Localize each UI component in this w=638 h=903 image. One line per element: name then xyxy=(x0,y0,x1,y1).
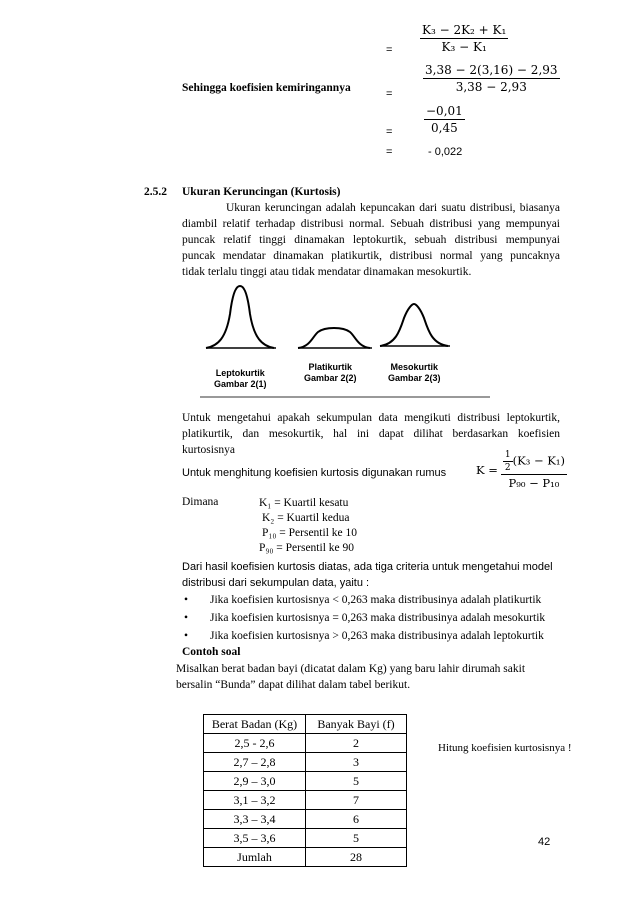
leptokurtic-curve xyxy=(206,286,274,348)
definition-p90: P₉₀ = Persentil ke 90 xyxy=(259,542,354,554)
weight-cell: 2,5 - 2,6 xyxy=(204,734,306,753)
count-cell: 3 xyxy=(306,753,407,772)
para-line: puncak relatif tinggi dinamakan leptokurtik, sebuah distribusi mempunyai xyxy=(182,234,560,246)
example-heading: Contoh soal xyxy=(182,646,241,658)
bullet-icon: • xyxy=(184,630,189,642)
para-line: puncak mendatar dinamakan platikurtik, distribusi normal yang puncaknya xyxy=(182,250,560,262)
formula-denominator: P₉₀ − P₁₀ xyxy=(501,474,567,490)
count-cell: 2 xyxy=(306,734,407,753)
platykurtic-label xyxy=(304,362,357,384)
leptokurtic-name: Leptokurtik xyxy=(215,368,265,378)
figure-scan-line xyxy=(200,396,490,398)
step2-denominator: 3,38 − 2,93 xyxy=(423,78,560,94)
header-count: Banyak Bayi (f) xyxy=(306,715,407,734)
example-line: bersalin “Bunda” dapat dilihat dalam tabel berikut. xyxy=(176,679,411,691)
skewness-result: - 0,022 xyxy=(428,146,463,158)
criteria-intro xyxy=(182,559,553,591)
page-number: 42 xyxy=(538,836,551,848)
mesokurtic-label xyxy=(388,362,441,384)
formula-numerator: (K₃ − K₁) xyxy=(512,453,565,468)
platykurtic-caption: Gambar 2(2) xyxy=(304,373,357,383)
skewness-label: Sehingga koefisien kemiringannya xyxy=(182,82,351,94)
para-line: diambil relatif terhadap distribusi normal. Sebuah distribusi yang mempunyai xyxy=(182,218,560,230)
skewness-step3 xyxy=(424,104,465,135)
step1-denominator: K₃ − K₁ xyxy=(420,38,508,54)
leptokurtic-label xyxy=(214,368,267,390)
criteria-item: • Jika koefisien kurtosisnya = 0,263 maka distribusinya adalah mesokurtik xyxy=(184,612,546,624)
section-title: Ukuran Keruncingan (Kurtosis) xyxy=(182,186,341,198)
table-row xyxy=(204,734,407,753)
check-line: platikurtik, dan mesokurtik, hal ini dapat dilihat berdasarkan koefisien xyxy=(182,428,560,440)
example-paragraph xyxy=(176,661,525,693)
header-weight: Berat Badan (Kg) xyxy=(204,715,306,734)
definition-p10: P₁₀ = Persentil ke 10 xyxy=(262,527,357,539)
definition-k1: K₁ = Kuartil kesatu xyxy=(259,497,349,509)
eq-sign-4: = xyxy=(386,146,393,158)
mesokurtic-name: Mesokurtik xyxy=(390,362,439,372)
criteria-intro-line: Dari hasil koefisien kurtosis diatas, ada tiga criteria untuk mengetahui model xyxy=(182,561,553,573)
kurtosis-paragraph xyxy=(182,200,560,280)
table-row xyxy=(204,791,407,810)
weight-cell: 2,7 – 2,8 xyxy=(204,753,306,772)
weight-cell: 3,1 – 3,2 xyxy=(204,791,306,810)
definition-k2: K₂ = Kuartil kedua xyxy=(262,512,350,524)
para-line: tidak terlalu tinggi atau tidak mendatar dinamakan mesokurtik. xyxy=(182,266,472,278)
formula-intro: Untuk menghitung koefisien kurtosis digunakan rumus xyxy=(182,467,447,479)
count-cell: 7 xyxy=(306,791,407,810)
table-row xyxy=(204,753,407,772)
count-cell: 5 xyxy=(306,829,407,848)
formula-lhs: K = xyxy=(476,463,498,477)
check-line: Untuk mengetahui apakah sekumpulan data mengikuti distribusi leptokurtik, xyxy=(182,412,560,424)
platykurtic-curve xyxy=(298,328,370,348)
total-count-cell: 28 xyxy=(306,848,407,867)
weight-cell: 3,3 – 3,4 xyxy=(204,810,306,829)
criteria-list xyxy=(182,594,582,648)
step3-numerator: −0,01 xyxy=(426,104,463,118)
definitions-label: Dimana xyxy=(182,496,219,508)
total-label-cell: Jumlah xyxy=(204,848,306,867)
eq-sign-2: = xyxy=(386,88,393,100)
example-task: Hitung koefisien kurtosisnya ! xyxy=(438,742,572,754)
birth-weight-table xyxy=(203,714,407,867)
mesokurtic-curve xyxy=(380,304,448,346)
skewness-step1 xyxy=(420,23,508,54)
skewness-step2 xyxy=(423,63,560,94)
table-total-row xyxy=(204,848,407,867)
table-header-row xyxy=(204,715,407,734)
para-line: Ukuran keruncingan adalah kepuncakan dari suatu distribusi, biasanya xyxy=(226,202,560,214)
step2-numerator: 3,38 − 2(3,16) − 2,93 xyxy=(425,63,558,77)
table-row xyxy=(204,829,407,848)
half-numerator: 1 xyxy=(504,450,511,460)
check-line: kurtosisnya xyxy=(182,444,236,456)
criteria-intro-line: distribusi dari sekumpulan data, yaitu : xyxy=(182,577,370,589)
bullet-icon: • xyxy=(184,594,189,606)
step3-denominator: 0,45 xyxy=(424,119,465,135)
leptokurtic-caption: Gambar 2(1) xyxy=(214,379,267,389)
half-denominator: 2 xyxy=(504,463,511,473)
weight-cell: 2,9 – 3,0 xyxy=(204,772,306,791)
platykurtic-name: Platikurtik xyxy=(308,362,353,372)
weight-cell: 3,5 – 3,6 xyxy=(204,829,306,848)
eq-sign-1: = xyxy=(386,44,393,56)
section-number: 2.5.2 xyxy=(144,186,167,198)
criteria-item: • Jika koefisien kurtosisnya > 0,263 maka distribusinya adalah leptokurtik xyxy=(184,630,544,642)
mesokurtic-caption: Gambar 2(3) xyxy=(388,373,441,383)
criteria-item: • Jika koefisien kurtosisnya < 0,263 maka distribusinya adalah platikurtik xyxy=(184,594,542,606)
count-cell: 6 xyxy=(306,810,407,829)
kurtosis-formula xyxy=(476,450,567,490)
table-row xyxy=(204,810,407,829)
eq-sign-3: = xyxy=(386,126,393,138)
count-cell: 5 xyxy=(306,772,407,791)
table-row xyxy=(204,772,407,791)
example-line: Misalkan berat badan bayi (dicatat dalam Kg) yang baru lahir dirumah sakit xyxy=(176,663,526,675)
definitions-list xyxy=(259,496,357,556)
bullet-icon: • xyxy=(184,612,189,624)
step1-numerator: K₃ − 2K₂ + K₁ xyxy=(422,23,507,37)
